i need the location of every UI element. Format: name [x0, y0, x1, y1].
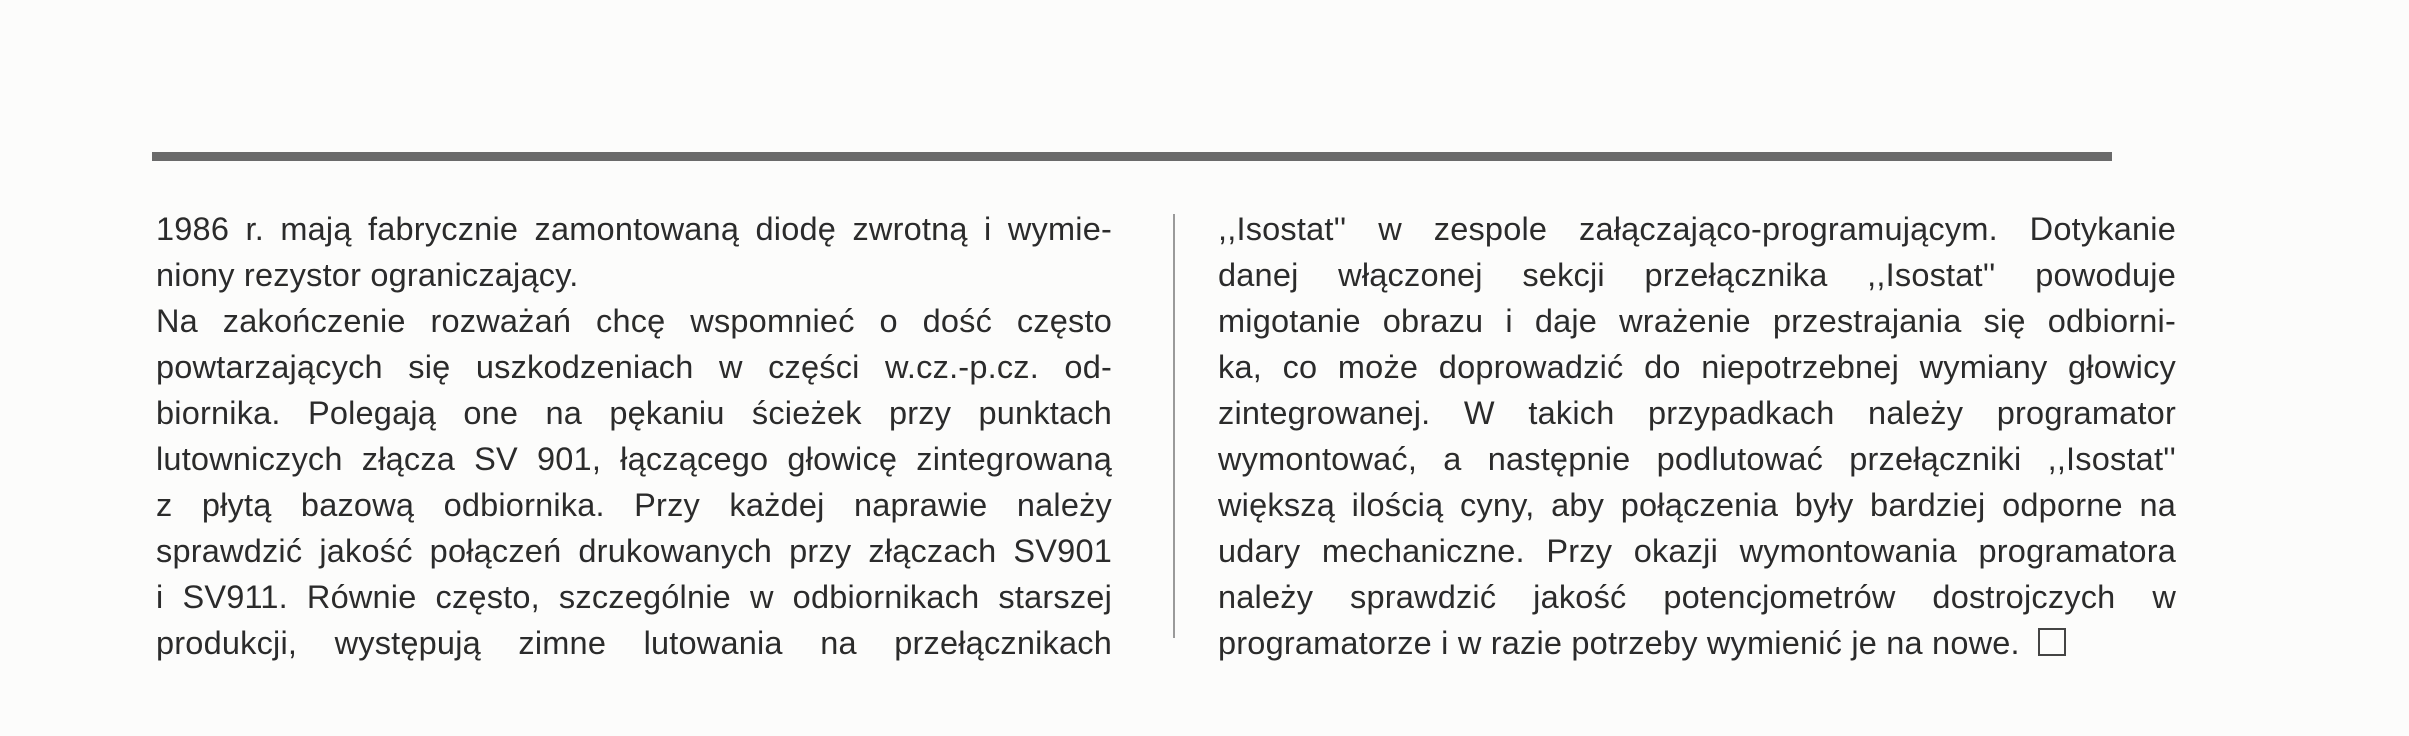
right-line-6: wymontować, a następnie podlutować przełączniki ,,Isostat'' — [1218, 441, 2176, 477]
left-line-9: i SV911. Równie często, szczególnie w odbiornikach starszej — [156, 579, 1112, 615]
right-line-8: udary mechaniczne. Przy okazji wymontowania programatora — [1218, 533, 2176, 569]
left-line-1: 1986 r. mają fabrycznie zamontowaną diodę zwrotną i wymie- — [156, 211, 1112, 247]
right-line-4: ka, co może doprowadzić do niepotrzebnej wymiany głowicy — [1218, 349, 2176, 385]
left-line-4: powtarzających się uszkodzeniach w części w.cz.-p.cz. od- — [156, 349, 1112, 385]
end-of-article-square-icon — [2038, 628, 2066, 656]
top-rule — [152, 152, 2112, 161]
left-column — [156, 206, 1112, 666]
left-line-6: lutowniczych złącza SV 901, łączącego głowicę zintegrowaną — [156, 441, 1112, 477]
left-line-8: sprawdzić jakość połączeń drukowanych przy złączach SV901 — [156, 533, 1112, 569]
left-line-2: niony rezystor ograniczający. — [156, 257, 579, 293]
right-column — [1218, 206, 2176, 666]
right-line-10-text: programatorze i w razie potrzeby wymienić je na nowe. — [1218, 625, 2020, 661]
right-line-1: ,,Isostat'' w zespole załączająco-programującym. Dotykanie — [1218, 211, 2176, 247]
right-line-5: zintegrowanej. W takich przypadkach należy programator — [1218, 395, 2176, 431]
left-line-5: biornika. Polegają one na pękaniu ścieżek przy punktach — [156, 395, 1112, 431]
right-line-9: należy sprawdzić jakość potencjometrów dostrojczych w — [1218, 579, 2176, 615]
right-line-3: migotanie obrazu i daje wrażenie przestrajania się odbiorni- — [1218, 303, 2176, 339]
column-divider — [1173, 214, 1175, 638]
right-line-10 — [1218, 620, 2176, 666]
left-line-7: z płytą bazową odbiornika. Przy każdej naprawie należy — [156, 487, 1112, 523]
right-line-7: większą ilością cyny, aby połączenia były bardziej odporne na — [1218, 487, 2176, 523]
left-line-3: Na zakończenie rozważań chcę wspomnieć o dość często — [156, 303, 1112, 339]
left-line-10: produkcji, występują zimne lutowania na przełącznikach — [156, 625, 1112, 661]
right-line-2: danej włączonej sekcji przełącznika ,,Isostat'' powoduje — [1218, 257, 2176, 293]
